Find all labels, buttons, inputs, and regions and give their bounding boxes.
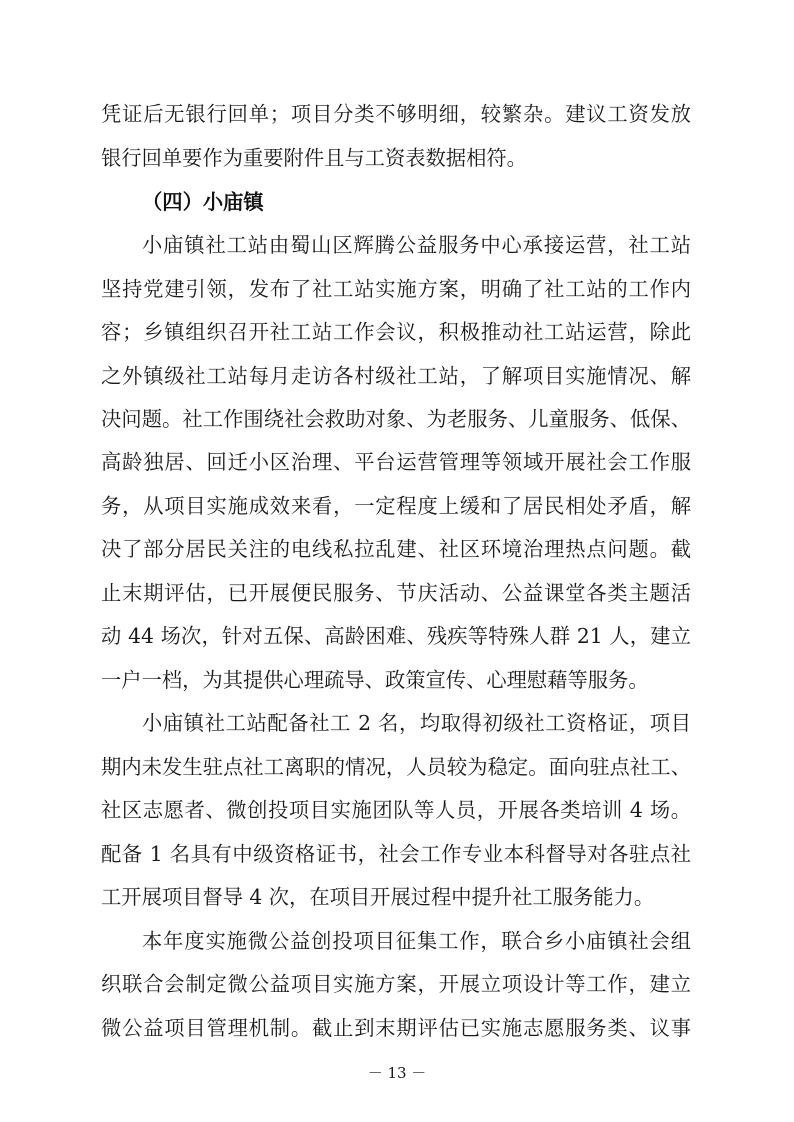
- body-line: 工开展项目督导 4 次，在项目开展过程中提升社工服务能力。: [101, 885, 655, 909]
- body-line: 小庙镇社工站由蜀山区辉腾公益服务中心承接运营，社工站: [142, 233, 691, 257]
- body-line: 止末期评估，已开展便民服务、节庆活动、公益课堂各类主题活: [101, 581, 691, 605]
- body-line: 小庙镇社工站配备社工 2 名，均取得初级社工资格证，项目: [142, 711, 691, 735]
- body-line: 务，从项目实施成效来看，一定程度上缓和了居民相处矛盾，解: [101, 494, 691, 518]
- body-line: 一户一档，为其提供心理疏导、政策宣传、心理慰藉等服务。: [101, 668, 649, 692]
- body-line: 高龄独居、回迁小区治理、平台运营管理等领域开展社会工作服: [101, 450, 691, 474]
- body-line: 银行回单要作为重要附件且与工资表数据相符。: [101, 146, 527, 170]
- body-line: 织联合会制定微公益项目实施方案，开展立项设计等工作，建立: [101, 972, 691, 996]
- section-heading: （四）小庙镇: [142, 190, 264, 214]
- body-line: 本年度实施微公益创投项目征集工作，联合乡小庙镇社会组: [142, 929, 691, 953]
- page-number: － 13 －: [367, 1064, 427, 1082]
- body-line: 容；乡镇组织召开社工站工作会议，积极推动社工站运营，除此: [101, 320, 691, 344]
- body-line: 决问题。社工作围绕社会救助对象、为老服务、儿童服务、低保、: [101, 407, 691, 431]
- body-line: 坚持党建引领，发布了社工站实施方案，明确了社工站的工作内: [101, 277, 691, 301]
- body-line: 配备 1 名具有中级资格证书，社会工作专业本科督导对各驻点社: [101, 842, 691, 866]
- body-line: 社区志愿者、微创投项目实施团队等人员，开展各类培训 4 场。: [101, 798, 691, 822]
- body-line: 微公益项目管理机制。截止到末期评估已实施志愿服务类、议事: [101, 1016, 691, 1040]
- body-line: 期内未发生驻点社工离职的情况，人员较为稳定。面向驻点社工、: [101, 755, 691, 779]
- body-line: 凭证后无银行回单；项目分类不够明细，较繁杂。建议工资发放: [101, 102, 691, 126]
- body-line: 动 44 场次，针对五保、高龄困难、残疾等特殊人群 21 人，建立: [101, 624, 691, 648]
- body-line: 决了部分居民关注的电线私拉乱建、社区环境治理热点问题。截: [101, 537, 691, 561]
- body-line: 之外镇级社工站每月走访各村级社工站，了解项目实施情况、解: [101, 364, 691, 388]
